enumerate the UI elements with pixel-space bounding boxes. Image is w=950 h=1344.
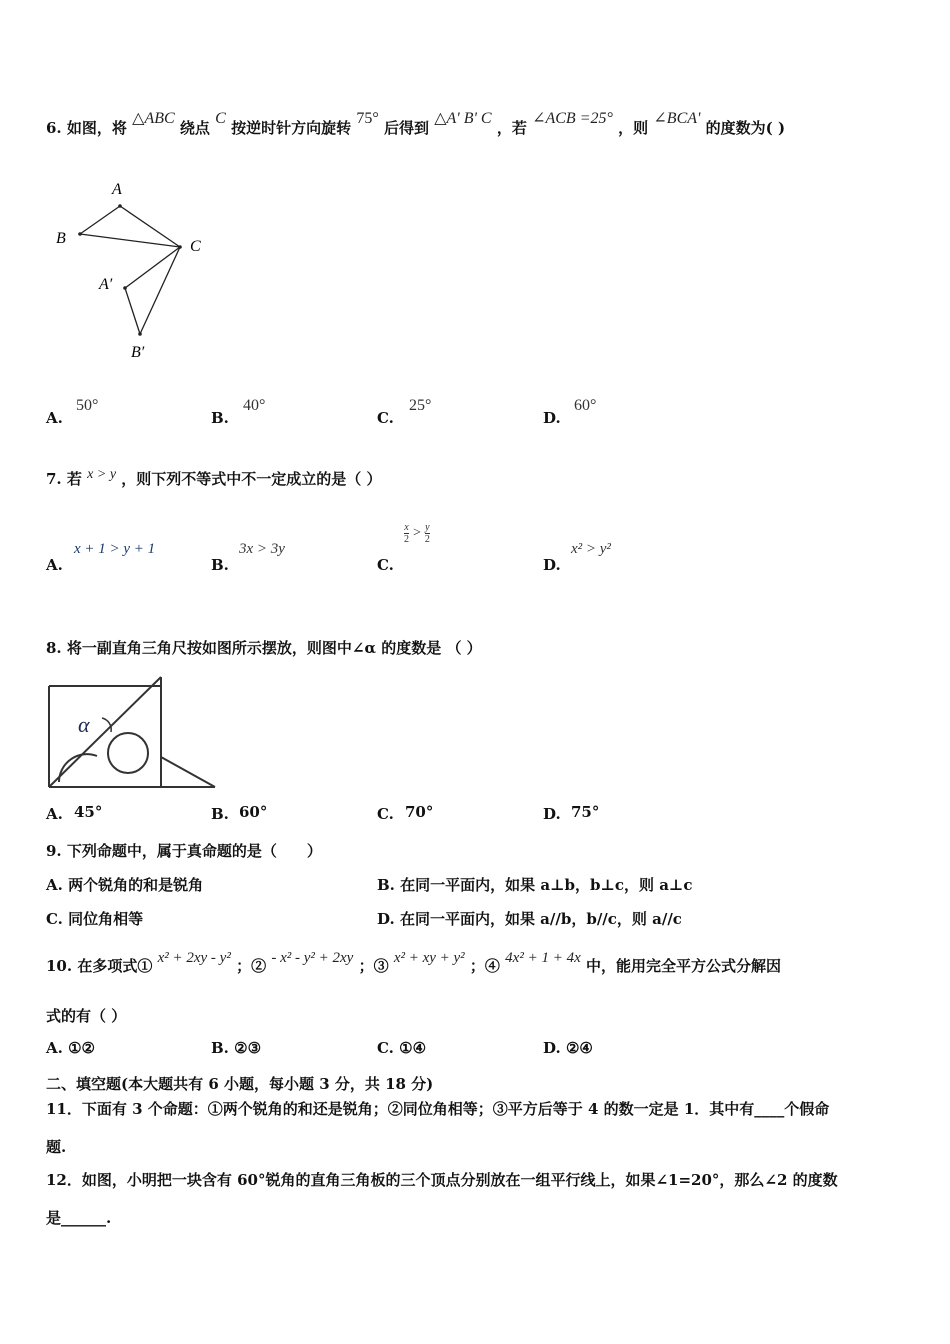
option-c-fraction bbox=[404, 522, 430, 545]
polynomial-1: x² + 2xy - y² bbox=[157, 950, 231, 966]
question-text: 按逆时针方向旋转 bbox=[231, 119, 352, 137]
option-text: ①② bbox=[68, 1039, 96, 1057]
fraction-denominator: 2 bbox=[404, 534, 409, 545]
option-b-value: 60° bbox=[239, 803, 268, 821]
option-b-value: 3x > 3y bbox=[239, 541, 285, 557]
option-a-letter: A. bbox=[46, 409, 63, 427]
option-letter: D. bbox=[543, 1039, 561, 1057]
option-text: 在同一平面内，如果 a//b，b//c，则 a//c bbox=[399, 910, 682, 928]
option-d bbox=[543, 1039, 593, 1057]
option-b-letter: B. bbox=[211, 409, 229, 427]
question-8-stem bbox=[46, 637, 482, 658]
option-a-letter: A. bbox=[46, 556, 63, 574]
option-d bbox=[377, 908, 682, 929]
option-b-value: 40° bbox=[243, 397, 266, 414]
question-10-stem-continued: 式的有（ ） bbox=[46, 1007, 127, 1025]
question-text: 在多项式① bbox=[77, 957, 153, 975]
option-a-value: 50° bbox=[76, 397, 99, 414]
vertex-label-a-prime: A′ bbox=[99, 276, 113, 293]
question-number: 10. bbox=[46, 957, 73, 975]
math-angle-bca-prime: ∠BCA' bbox=[653, 110, 701, 127]
vertex-label-a: A bbox=[112, 181, 122, 198]
question-text: ，若 bbox=[496, 119, 527, 137]
question-text: ，则 bbox=[618, 119, 649, 137]
option-d-value: x² > y² bbox=[571, 541, 611, 557]
vertex-label-c: C bbox=[190, 238, 201, 255]
math-x-gt-y: x > y bbox=[87, 467, 117, 482]
option-a bbox=[46, 874, 203, 895]
vertex-label-b-prime: B′ bbox=[131, 344, 145, 361]
fraction-numerator: x bbox=[404, 522, 409, 533]
option-text: ②④ bbox=[565, 1039, 593, 1057]
question-text: 后得到 bbox=[383, 119, 429, 137]
question-10-stem bbox=[46, 950, 781, 976]
fraction-denominator: 2 bbox=[424, 534, 430, 545]
option-letter: B. bbox=[211, 1039, 229, 1057]
question-text: 如图，将 bbox=[66, 119, 127, 137]
option-a-value: x + 1 > y + 1 bbox=[74, 541, 156, 557]
question-12-line-1: 12．如图，小明把一块含有 60°锐角的直角三角板的三个顶点分别放在一组平行线上，如果∠1=20°，那么∠2 的度数 bbox=[46, 1171, 838, 1189]
question-text: ；③ bbox=[358, 957, 389, 975]
question-number: 9. bbox=[46, 842, 62, 860]
question-text: ；④ bbox=[469, 957, 500, 975]
question-6-stem bbox=[46, 110, 786, 138]
option-c-value: 70° bbox=[405, 803, 434, 821]
option-c-letter: C. bbox=[377, 805, 394, 823]
option-a bbox=[46, 1039, 95, 1057]
question-text: ；② bbox=[236, 957, 267, 975]
question-text: 下列命题中，属于真命题的是（ ） bbox=[66, 842, 322, 860]
option-a-value: 45° bbox=[74, 803, 103, 821]
option-letter: A. bbox=[46, 1039, 63, 1057]
polynomial-2: - x² - y² + 2xy bbox=[271, 950, 354, 966]
question-12-line-2: 是______. bbox=[46, 1209, 112, 1227]
math-angle-75: 75° bbox=[356, 110, 379, 127]
polynomial-4: 4x² + 1 + 4x bbox=[505, 950, 581, 966]
option-b-letter: B. bbox=[211, 805, 229, 823]
question-7-stem bbox=[46, 468, 382, 489]
option-b bbox=[211, 1039, 261, 1057]
option-letter: A. bbox=[46, 876, 63, 894]
option-d-letter: D. bbox=[543, 409, 561, 427]
question-number: 7. bbox=[46, 470, 62, 488]
polynomial-3: x² + xy + y² bbox=[393, 950, 465, 966]
question-text: ，则下列不等式中不一定成立的是（ ） bbox=[121, 470, 382, 488]
fraction-numerator: y bbox=[425, 522, 430, 533]
option-text: ①④ bbox=[399, 1039, 427, 1057]
option-b-letter: B. bbox=[211, 556, 229, 574]
fraction-comparison: > bbox=[413, 525, 421, 541]
option-c-value: 25° bbox=[409, 397, 432, 414]
option-letter: B. bbox=[377, 876, 395, 894]
option-text: ②③ bbox=[234, 1039, 262, 1057]
option-c bbox=[377, 1039, 426, 1057]
math-triangle-abc-prime: △A' B' C bbox=[434, 110, 492, 127]
math-point-c: C bbox=[215, 110, 226, 127]
math-angle-acb: ∠ACB =25° bbox=[532, 110, 613, 127]
option-c bbox=[46, 908, 143, 929]
option-d-letter: D. bbox=[543, 805, 561, 823]
rotation-figure bbox=[50, 175, 220, 365]
option-text: 两个锐角的和是锐角 bbox=[68, 876, 204, 894]
math-triangle-abc: △ABC bbox=[132, 110, 175, 127]
question-number: 6. bbox=[46, 119, 62, 137]
option-c-letter: C. bbox=[377, 409, 394, 427]
option-b bbox=[377, 874, 692, 895]
question-11-line-1: 11．下面有 3 个命题：①两个锐角的和还是锐角；②同位角相等；③平方后等于 4 的数一定是 1．其中有____个假命 bbox=[46, 1100, 830, 1118]
option-letter: C. bbox=[46, 910, 63, 928]
question-11-line-2: 题. bbox=[46, 1138, 67, 1156]
question-9-stem bbox=[46, 840, 322, 861]
question-number: 8. bbox=[46, 639, 62, 657]
option-d-value: 60° bbox=[574, 397, 597, 414]
question-text: 将一副直角三角尺按如图所示摆放，则图中∠α 的度数是 （ ） bbox=[66, 639, 482, 657]
vertex-label-b: B bbox=[56, 230, 66, 247]
option-c-letter: C. bbox=[377, 556, 394, 574]
alpha-label: α bbox=[78, 712, 90, 737]
question-text: 若 bbox=[66, 470, 82, 488]
option-a-letter: A. bbox=[46, 805, 63, 823]
question-text: 的度数为( ) bbox=[705, 119, 786, 137]
option-letter: C. bbox=[377, 1039, 394, 1057]
set-squares-figure bbox=[45, 674, 220, 792]
option-text: 同位角相等 bbox=[68, 910, 144, 928]
option-letter: D. bbox=[377, 910, 395, 928]
option-d-value: 75° bbox=[571, 803, 600, 821]
option-text: 在同一平面内，如果 a⊥b，b⊥c，则 a⊥c bbox=[400, 876, 693, 894]
option-d-letter: D. bbox=[543, 556, 561, 574]
section-heading: 二、填空题(本大题共有 6 小题，每小题 3 分，共 18 分) bbox=[46, 1075, 434, 1093]
question-text: 中，能用完全平方公式分解因 bbox=[585, 957, 781, 975]
question-text: 绕点 bbox=[179, 119, 210, 137]
